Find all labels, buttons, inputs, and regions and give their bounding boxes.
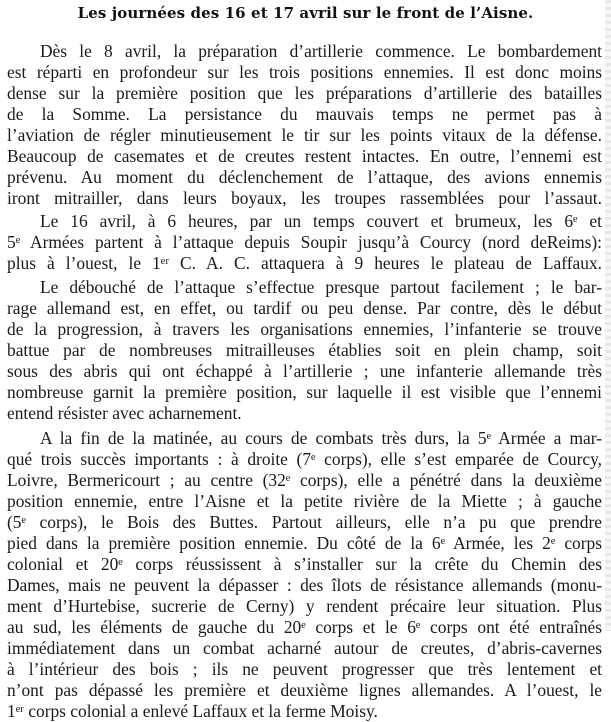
text-line: Beaucoup de casemates et de creutes restent intactes. En outre, l’ennemi est (7, 146, 602, 166)
text-line: rage allemand est, en effet, ou tardif ou peu dense. Par contre, dès le début (7, 298, 602, 318)
text-line: Dames, mais ne peuvent la dépasser : des îlots de résistance allemands (monu- (7, 575, 602, 595)
text-line: Loivre, Bermericourt ; au centre (32ᵉ corps), elle a pénétré dans la deuxième (7, 470, 602, 490)
text-line: dense sur la première position que les préparations d’artillerie des batailles (7, 83, 602, 103)
text-line: ment d’Hurtebise, sucrerie de Cerny) y rendent précaire leur situation. Plus (7, 596, 602, 616)
text-line: nombreuse garnit la première position, sur laquelle il est visible que l’ennemi (7, 382, 602, 402)
text-line: de la Somme. La persistance du mauvais temps ne permet pas à (7, 104, 602, 124)
text-line: Le 16 avril, à 6 heures, par un temps couvert et brumeux, les 6ᵉ et (40, 211, 602, 231)
text-line: sous des abris qui ont échappé à l’artillerie ; une infanterie allemande très (7, 361, 602, 381)
text-line: immédiatement dans un combat acharné autour de creutes, d’abris-cavernes (7, 638, 602, 658)
text-line: battue par de nombreuses mitrailleuses établies soit en plein champ, soit (7, 340, 602, 360)
text-line: au sud, les éléments de gauche du 20ᵉ corps et le 6ᵉ corps ont été entraînés (7, 617, 602, 637)
page-edge-shadow (605, 0, 611, 631)
text-line: pied dans la première position ennemie. Du côté de la 6ᵉ Armée, les 2ᵉ corps (7, 533, 602, 553)
text-line: A la fin de la matinée, au cours de combats très durs, la 5ᵉ Armée a mar- (40, 428, 602, 448)
text-line: est réparti en profondeur sur les trois positions ennemies. Il est donc moins (7, 62, 602, 82)
text-line: 1ᵉʳ corps colonial a enlevé Laffaux et la ferme Moisy. (7, 701, 378, 721)
text-line: plus à l’ouest, le 1ᵉʳ C. A. C. attaquera à 9 heures le plateau de Laffaux. (7, 253, 602, 273)
text-line: Dès le 8 avril, la préparation d’artillerie commence. Le bombardement (40, 41, 602, 61)
text-line: (5ᵉ corps), le Bois des Buttes. Partout ailleurs, elle n’a pu que prendre (7, 512, 602, 532)
text-line: position ennemie, entre l’Aisne et la petite rivière de la Miette ; à gauche (7, 491, 602, 511)
text-line: colonial et 20ᵉ corps réussissent à s’installer sur la crête du Chemin des (7, 554, 602, 574)
text-line: qué trois succès importants : à droite (7ᵉ corps), elle s’est emparée de Courcy, (7, 449, 602, 469)
text-line: l’aviation de régler minutieusement le tir sur les points vitaux de la défense. (7, 125, 602, 145)
text-line: n’ont pas dépassé les première et deuxième lignes allemandes. A l’ouest, le (7, 680, 602, 700)
text-line: 5ᵉ Armées partent à l’attaque depuis Soupir jusqu’à Courcy (nord deReims): (7, 232, 602, 252)
text-line: iront mitrailler, dans leurs boyaux, les troupes rassemblées pour l’assaut. (7, 188, 602, 208)
section-title: Les journées des 16 et 17 avril sur le front de l’Aisne. (77, 4, 534, 22)
text-line: prévenu. Au moment du déclenchement de l’attaque, des avions ennemis (7, 167, 602, 187)
text-line: à l’intérieur des bois ; ils ne peuvent progresser que très lentement et (7, 659, 602, 679)
text-line: Le débouché de l’attaque s’effectue presque partout facilement ; le bar- (40, 277, 602, 297)
text-line: de la progression, à travers les organisations ennemies, l’infanterie se trouve (7, 319, 602, 339)
text-line: entend résister avec acharnement. (7, 403, 242, 423)
